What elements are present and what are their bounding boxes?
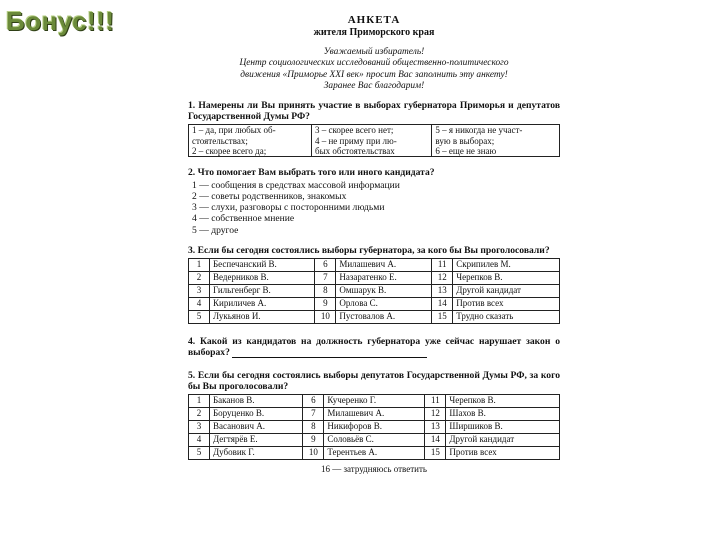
q1-option-line: 3 – скорее всего нет; bbox=[314, 125, 394, 136]
q3-number-cell[interactable]: 4 bbox=[189, 297, 210, 310]
q1-option-line: стоятельствах; bbox=[192, 135, 248, 146]
q5-number-cell[interactable]: 8 bbox=[303, 420, 324, 433]
q5-row bbox=[189, 420, 560, 433]
q5-candidate-cell[interactable]: Милашевич А. bbox=[324, 407, 425, 420]
q3-candidate-cell[interactable]: Беспечанский В. bbox=[210, 258, 315, 271]
q5-number-cell[interactable]: 2 bbox=[189, 407, 210, 420]
q2-option: 5 — другое bbox=[192, 224, 239, 236]
q1-option-column bbox=[311, 125, 431, 157]
q5-candidate-cell[interactable]: Черепков В. bbox=[446, 394, 560, 407]
q1-option-line: 5 – я никогда не участ- bbox=[435, 125, 523, 136]
q5-number-cell[interactable]: 5 bbox=[189, 446, 210, 459]
appeal-block bbox=[188, 47, 560, 92]
q3-number-cell[interactable]: 8 bbox=[315, 284, 336, 297]
document-subtitle: жителя Приморского края bbox=[313, 26, 435, 38]
q3-candidate-cell[interactable]: Пустовалов А. bbox=[336, 310, 432, 323]
question-5-footer: 16 — затрудняюсь ответить bbox=[320, 463, 428, 474]
q5-number-cell[interactable]: 12 bbox=[425, 407, 446, 420]
appeal-line: Заранее Вас благодарим! bbox=[323, 80, 425, 91]
question-1-options bbox=[188, 124, 560, 157]
q5-number-cell[interactable]: 1 bbox=[189, 394, 210, 407]
q5-row bbox=[189, 446, 560, 459]
q3-row bbox=[189, 271, 560, 284]
q5-candidate-cell[interactable]: Другой кандидат bbox=[446, 433, 560, 446]
q3-number-cell[interactable]: 6 bbox=[315, 258, 336, 271]
appeal-line: Центр социологических исследований общественно-политического bbox=[239, 58, 509, 69]
question-1-text: 1. Намерены ли Вы принять участие в выборах губернатора Приморья и депутатов Государственной Думы РФ? bbox=[188, 100, 560, 123]
q5-number-cell[interactable]: 11 bbox=[425, 394, 446, 407]
q1-option-column bbox=[432, 125, 560, 157]
q3-number-cell[interactable]: 15 bbox=[432, 310, 453, 323]
q5-number-cell[interactable]: 14 bbox=[425, 433, 446, 446]
question-2-options bbox=[188, 180, 560, 235]
answer-line[interactable] bbox=[232, 348, 427, 358]
q3-number-cell[interactable]: 3 bbox=[189, 284, 210, 297]
q3-candidate-cell[interactable]: Гильгенберг В. bbox=[210, 284, 315, 297]
q5-candidate-cell[interactable]: Терентьев А. bbox=[324, 446, 425, 459]
q3-candidate-cell[interactable]: Орлова С. bbox=[336, 297, 432, 310]
q3-number-cell[interactable]: 2 bbox=[189, 271, 210, 284]
q3-number-cell[interactable]: 5 bbox=[189, 310, 210, 323]
q3-candidate-cell[interactable]: Лукьянов И. bbox=[210, 310, 315, 323]
q5-candidate-cell[interactable]: Боруценко В. bbox=[210, 407, 303, 420]
q5-row bbox=[189, 433, 560, 446]
q5-candidate-cell[interactable]: Дубовик Г. bbox=[210, 446, 303, 459]
q3-number-cell[interactable]: 9 bbox=[315, 297, 336, 310]
q5-candidate-cell[interactable]: Против всех bbox=[446, 446, 560, 459]
q5-number-cell[interactable]: 13 bbox=[425, 420, 446, 433]
q1-option-line: бых обстоятельствах bbox=[314, 146, 395, 157]
q3-number-cell[interactable]: 10 bbox=[315, 310, 336, 323]
q5-candidate-cell[interactable]: Васанович А. bbox=[210, 420, 303, 433]
appeal-line: движения «Приморье XXI век» просит Вас заполнить эту анкету! bbox=[240, 69, 508, 80]
slide-title: Бонус!!! bbox=[6, 6, 115, 36]
q2-option: 1 — сообщения в средствах массовой информации bbox=[192, 180, 400, 192]
q3-number-cell[interactable]: 14 bbox=[432, 297, 453, 310]
q5-candidate-cell[interactable]: Никифоров В. bbox=[324, 420, 425, 433]
question-3-text: 3. Если бы сегодня состоялись выборы губернатора, за кого бы Вы проголосовали? bbox=[188, 244, 550, 256]
appeal-greeting: Уважаемый избиратель! bbox=[323, 47, 425, 58]
q1-option-line: вую в выборах; bbox=[435, 135, 495, 146]
question-5-candidates-table bbox=[188, 394, 560, 460]
question-3-candidates-table bbox=[188, 258, 560, 324]
q1-option-line: 2 – скорее всего да; bbox=[192, 146, 267, 157]
q1-option-line: 6 – еще не знаю bbox=[435, 146, 497, 157]
q3-candidate-cell[interactable]: Другой кандидат bbox=[453, 284, 560, 297]
q1-option-line: 4 – не приму при лю- bbox=[314, 135, 397, 146]
q3-candidate-cell[interactable]: Ведерников В. bbox=[210, 271, 315, 284]
q1-option-column bbox=[189, 125, 312, 157]
q5-number-cell[interactable]: 6 bbox=[303, 394, 324, 407]
q3-number-cell[interactable]: 12 bbox=[432, 271, 453, 284]
q5-row bbox=[189, 407, 560, 420]
q3-candidate-cell[interactable]: Против всех bbox=[453, 297, 560, 310]
q3-candidate-cell[interactable]: Черепков В. bbox=[453, 271, 560, 284]
q5-candidate-cell[interactable]: Кучеренко Г. bbox=[324, 394, 425, 407]
q3-row bbox=[189, 284, 560, 297]
q2-option: 4 — собственное мнение bbox=[192, 213, 295, 225]
q3-number-cell[interactable]: 1 bbox=[189, 258, 210, 271]
q3-candidate-cell[interactable]: Омшарук В. bbox=[336, 284, 432, 297]
q3-row bbox=[189, 297, 560, 310]
q5-number-cell[interactable]: 3 bbox=[189, 420, 210, 433]
q3-number-cell[interactable]: 13 bbox=[432, 284, 453, 297]
q5-number-cell[interactable]: 9 bbox=[303, 433, 324, 446]
question-5-text: 5. Если бы сегодня состоялись выборы депутатов Государственной Думы РФ, за кого бы Вы проголосовали? bbox=[188, 369, 560, 392]
q3-candidate-cell[interactable]: Кириличев А. bbox=[210, 297, 315, 310]
q5-candidate-cell[interactable]: Баканов В. bbox=[210, 394, 303, 407]
q3-candidate-cell[interactable]: Трудно сказать bbox=[453, 310, 560, 323]
q5-candidate-cell[interactable]: Соловьёв С. bbox=[324, 433, 425, 446]
q5-candidate-cell[interactable]: Дегтярёв Е. bbox=[210, 433, 303, 446]
document-title: АНКЕТА bbox=[347, 14, 401, 26]
q3-row bbox=[189, 258, 560, 271]
question-4 bbox=[188, 336, 560, 358]
q5-number-cell[interactable]: 15 bbox=[425, 446, 446, 459]
q3-number-cell[interactable]: 11 bbox=[432, 258, 453, 271]
q3-number-cell[interactable]: 7 bbox=[315, 271, 336, 284]
q2-option: 2 — советы родственников, знакомых bbox=[192, 191, 347, 203]
q5-number-cell[interactable]: 4 bbox=[189, 433, 210, 446]
question-2-text: 2. Что помогает Вам выбрать того или иного кандидата? bbox=[188, 167, 435, 179]
q2-option: 3 — слухи, разговоры с посторонними людьми bbox=[192, 202, 385, 214]
q5-number-cell[interactable]: 10 bbox=[303, 446, 324, 459]
q5-row bbox=[189, 394, 560, 407]
q3-candidate-cell[interactable]: Скрипилев М. bbox=[453, 258, 560, 271]
question-4-text: 4. Какой из кандидатов на должность губернатора уже сейчас нарушает закон о выборах? bbox=[188, 335, 560, 358]
q3-candidate-cell[interactable]: Милашевич А. bbox=[336, 258, 432, 271]
q5-candidate-cell[interactable]: Шахов В. bbox=[446, 407, 560, 420]
q5-number-cell[interactable]: 7 bbox=[303, 407, 324, 420]
q3-row bbox=[189, 310, 560, 323]
q5-candidate-cell[interactable]: Ширшиков В. bbox=[446, 420, 560, 433]
q3-candidate-cell[interactable]: Назаратенко Е. bbox=[336, 271, 432, 284]
q1-option-line: 1 – да, при любых об- bbox=[192, 125, 276, 136]
questionnaire-document bbox=[188, 14, 560, 474]
